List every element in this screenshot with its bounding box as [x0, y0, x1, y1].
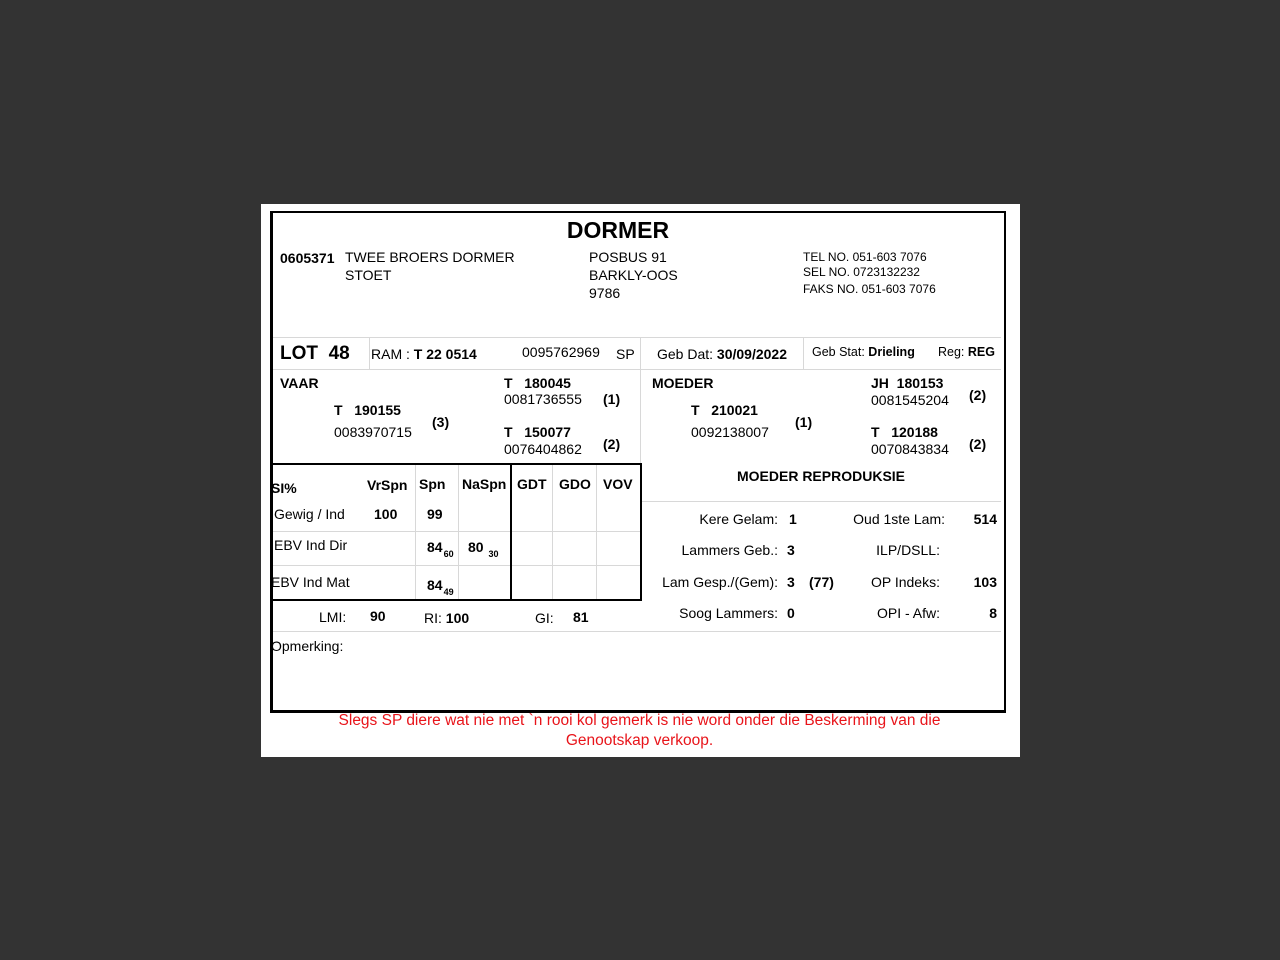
dam-code: (1)	[795, 414, 813, 430]
kere-gelam-value: 1	[789, 511, 797, 527]
sire-of-sire-number: 0081736555	[504, 391, 582, 407]
remarks-label: Opmerking:	[271, 638, 344, 654]
dam-label: MOEDER	[652, 375, 714, 391]
footer-notice-line2: Genootskap verkoop.	[565, 732, 714, 749]
row-ebv-mat-label: EBV Ind Mat	[271, 574, 350, 590]
op-indeks-value: 103	[973, 574, 997, 590]
reg-value: REG	[967, 345, 995, 359]
row-ebv-dir-spn: $84_{60}$	[427, 539, 454, 559]
gdo-header: GDO	[559, 476, 591, 492]
birth-status-group	[812, 345, 915, 359]
si-header: SI%	[271, 480, 297, 496]
op-indeks-label: OP Indeks:	[870, 574, 940, 590]
gi-value: 81	[573, 609, 589, 625]
lam-gem-value: (77)	[809, 574, 834, 590]
row-ebv-mat-spn: $84_{49}$	[427, 577, 454, 597]
reg-number: 0095762969	[522, 344, 600, 360]
lot-label: LOT	[280, 343, 318, 364]
breeder-name-line2: STOET	[345, 267, 392, 283]
tel-number: TEL NO. 051-603 7076	[803, 250, 927, 264]
dam-id: T 210021	[691, 402, 758, 418]
oud-1ste-lam-value: 514	[973, 511, 997, 527]
birth-date: 30/09/2022	[716, 346, 787, 362]
vov-header: VOV	[603, 476, 633, 492]
vrspn-header: VrSpn	[367, 477, 408, 493]
reproduction-title: MOEDER REPRODUKSIE	[736, 468, 906, 484]
footer-notice-line1: Slegs SP diere wat nie met `n rooi kol gemerk is nie word onder die Beskerming van die	[338, 712, 941, 729]
sire-of-dam-code: (2)	[969, 387, 987, 403]
ilp-dsll-label: ILP/DSLL:	[876, 542, 940, 558]
sire-of-dam-id: JH 180153	[871, 375, 944, 391]
sire-of-sire-id: T 180045	[504, 375, 571, 391]
sire-of-dam-number: 0081545204	[871, 392, 949, 408]
gi-label: GI:	[535, 610, 554, 626]
lot-number: 48	[328, 343, 350, 364]
lam-gesp-label: Lam Gesp./(Gem):	[662, 574, 778, 590]
dam-of-dam-number: 0070843834	[871, 441, 949, 457]
address-line2: BARKLY-OOS	[589, 267, 678, 283]
oud-1ste-lam-label: Oud 1ste Lam:	[853, 511, 945, 527]
dam-of-sire-code: (2)	[603, 436, 621, 452]
row-ebv-dir-spn-acc: 60	[443, 549, 454, 559]
dam-of-dam-id: T 120188	[871, 424, 938, 440]
ram-id: T 22 0514	[413, 346, 477, 362]
ri-label: RI:	[424, 610, 442, 626]
sire-id: T 190155	[334, 402, 401, 418]
address-line1: POSBUS 91	[589, 249, 667, 265]
lammers-geb-label: Lammers Geb.:	[681, 542, 778, 558]
birth-date-group	[657, 346, 787, 362]
soog-lammers-value: 0	[787, 605, 795, 621]
sp-status: SP	[616, 346, 635, 362]
birth-date-label: Geb Dat:	[657, 346, 714, 362]
reg-label: Reg:	[938, 345, 965, 359]
breed-title: DORMER	[566, 217, 670, 243]
lam-gesp-value: 3	[787, 574, 795, 590]
ram-label: RAM :	[371, 346, 410, 362]
spn-header: Spn	[419, 476, 446, 492]
row-ebv-dir-naspn-acc: 30	[488, 549, 499, 559]
dam-of-sire-number: 0076404862	[504, 441, 582, 457]
kere-gelam-label: Kere Gelam:	[699, 511, 778, 527]
dam-of-dam-code: (2)	[969, 436, 987, 452]
faks-number: FAKS NO. 051-603 7076	[803, 282, 936, 296]
row-gewig-label: Gewig / Ind	[274, 506, 345, 522]
opi-afw-label: OPI - Afw:	[876, 605, 940, 621]
birth-status-label: Geb Stat:	[812, 345, 865, 359]
lmi-label: LMI:	[319, 609, 347, 625]
row-gewig-spn: 99	[427, 506, 443, 522]
breeder-number: 0605371	[280, 250, 335, 266]
gdt-header: GDT	[517, 476, 547, 492]
sire-code: (3)	[432, 414, 450, 430]
lot-card-page	[261, 204, 1020, 757]
ri-value: 100	[445, 610, 470, 626]
birth-status: Drieling	[868, 345, 915, 359]
naspn-header: NaSpn	[462, 476, 507, 492]
address-line3: 9786	[589, 285, 621, 301]
sire-of-sire-code: (1)	[603, 391, 621, 407]
row-ebv-dir-label: EBV Ind Dir	[274, 537, 348, 553]
lot-label-group	[280, 343, 350, 365]
lmi-value: 90	[370, 608, 386, 624]
sel-number: SEL NO. 0723132232	[803, 265, 920, 279]
row-ebv-mat-spn-acc: 49	[443, 587, 454, 597]
ri-group	[424, 610, 469, 626]
registration-group	[938, 345, 995, 359]
sire-label: VAAR	[280, 375, 319, 391]
breeder-name-line1: TWEE BROERS DORMER	[345, 249, 515, 265]
opi-afw-value: 8	[989, 605, 997, 621]
row-ebv-dir-naspn: 80 $_{30}$	[468, 539, 499, 559]
row-gewig-vrspn: 100	[374, 506, 398, 522]
dam-of-sire-id: T 150077	[504, 424, 571, 440]
sire-number: 0083970715	[334, 424, 412, 440]
dam-number: 0092138007	[691, 424, 769, 440]
ram-group	[371, 346, 477, 362]
lammers-geb-value: 3	[787, 542, 795, 558]
soog-lammers-label: Soog Lammers:	[679, 605, 778, 621]
